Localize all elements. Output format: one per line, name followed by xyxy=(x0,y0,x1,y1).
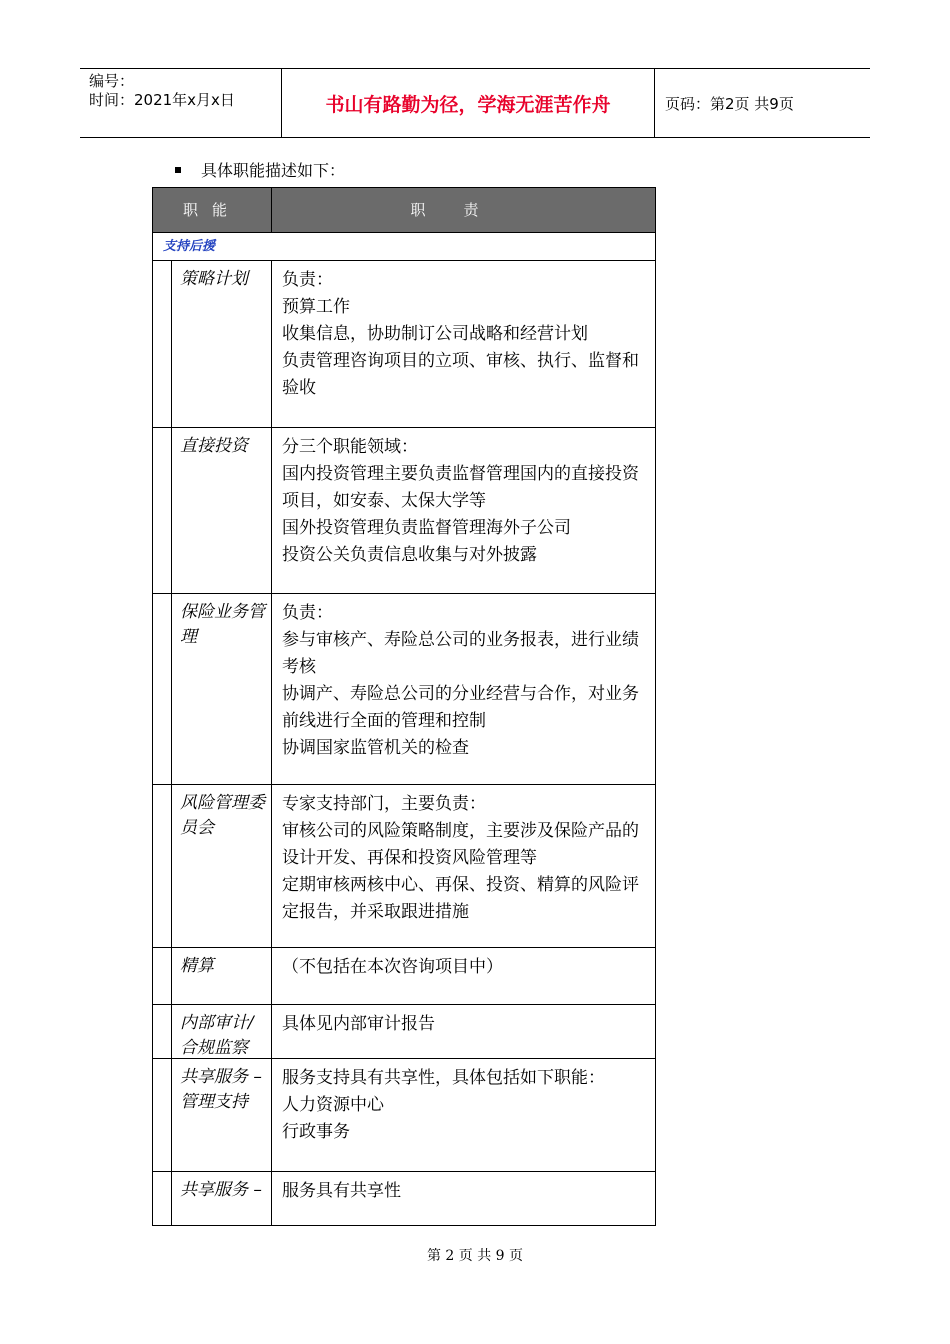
table-row xyxy=(152,1059,656,1172)
duty-line: 预算工作 xyxy=(282,297,350,317)
group-label: 支持后援 xyxy=(163,239,216,254)
function-cell xyxy=(172,785,272,947)
function-cell xyxy=(172,1005,272,1058)
group-row xyxy=(152,233,656,261)
table-row xyxy=(152,1172,656,1226)
page-footer: 第 2 页 共 9 页 xyxy=(426,1248,524,1264)
table-row xyxy=(152,948,656,1005)
duty-line: 收集信息，协助制订公司战略和经营计划 xyxy=(282,324,588,344)
duty-line: 审核公司的风险策略制度，主要涉及保险产品的设计开发、再保和投资风险管理等 xyxy=(282,821,639,868)
duty-line: 协调产、寿险总公司的分业经营与合作，对业务前线进行全面的管理和控制 xyxy=(282,684,639,731)
duty-line: 行政事务 xyxy=(282,1122,350,1142)
function-cell xyxy=(172,948,272,1004)
square-bullet-icon xyxy=(175,167,181,173)
duty-line: 负责： xyxy=(282,603,333,623)
header-motto: 书山有路勤为径，学海无涯苦作舟 xyxy=(325,94,611,116)
duty-line: 参与审核产、寿险总公司的业务报表，进行业绩考核 xyxy=(282,630,639,677)
duty-line: 定期审核两核中心、再保、投资、精算的风险评定报告，并采取跟进措施 xyxy=(282,875,639,922)
header-page-number: 页码：第2页 共9页 xyxy=(665,95,794,113)
document-header xyxy=(80,68,870,138)
function-cell xyxy=(172,594,272,784)
duty-cell xyxy=(272,594,655,784)
row-indent xyxy=(153,1172,172,1225)
header-meta-cell xyxy=(80,69,282,137)
row-indent xyxy=(153,785,172,947)
duty-line: 服务支持具有共享性，具体包括如下职能： xyxy=(282,1068,605,1088)
column-header-function: 职能 xyxy=(153,188,272,232)
header-page-cell xyxy=(655,69,870,137)
row-indent xyxy=(153,948,172,1004)
function-name: 精算 xyxy=(180,956,214,976)
function-name: 风险管理委员会 xyxy=(180,793,265,838)
duty-line: 国外投资管理负责监督管理海外子公司 xyxy=(282,518,571,538)
row-indent xyxy=(153,1005,172,1058)
document-time-label: 时间：2021年x月x日 xyxy=(89,91,235,109)
table-row xyxy=(152,428,656,594)
duty-line: （不包括在本次咨询项目中） xyxy=(282,957,503,977)
duty-line: 负责管理咨询项目的立项、审核、执行、监督和验收 xyxy=(282,351,639,398)
duty-line: 人力资源中心 xyxy=(282,1095,384,1115)
document-number-label: 编号： xyxy=(89,72,135,90)
table-row xyxy=(152,261,656,428)
duty-cell xyxy=(272,1059,655,1171)
function-name: 共享服务 – 管理支持 xyxy=(180,1067,262,1112)
function-name: 内部审计/合规监察 xyxy=(180,1013,254,1058)
function-name: 直接投资 xyxy=(180,436,248,456)
function-cell xyxy=(172,428,272,593)
duty-cell xyxy=(272,785,655,947)
duty-line: 投资公关负责信息收集与对外披露 xyxy=(282,545,537,565)
function-name: 共享服务 – xyxy=(180,1180,262,1200)
duty-cell xyxy=(272,261,655,427)
row-indent xyxy=(153,594,172,784)
duty-line: 专家支持部门，主要负责： xyxy=(282,794,486,814)
duty-line: 协调国家监管机关的检查 xyxy=(282,738,469,758)
duty-line: 具体见内部审计报告 xyxy=(282,1014,435,1034)
function-cell xyxy=(172,261,272,427)
column-header-duty: 职责 xyxy=(410,201,517,219)
duty-cell xyxy=(272,1172,655,1225)
duty-line: 分三个职能领域： xyxy=(282,437,418,457)
function-name: 策略计划 xyxy=(180,269,248,289)
table-row xyxy=(152,785,656,948)
section-heading xyxy=(175,160,345,182)
duty-line: 负责： xyxy=(282,270,333,290)
duty-cell xyxy=(272,948,655,1004)
table-header xyxy=(152,187,656,233)
section-title: 具体职能描述如下： xyxy=(201,161,346,180)
duty-cell xyxy=(272,428,655,593)
duty-cell xyxy=(272,1005,655,1058)
row-indent xyxy=(153,261,172,427)
function-cell xyxy=(172,1059,272,1171)
row-indent xyxy=(153,428,172,593)
duty-line: 国内投资管理主要负责监督管理国内的直接投资项目，如安泰、太保大学等 xyxy=(282,464,639,511)
header-motto-cell xyxy=(282,69,655,137)
function-cell xyxy=(172,1172,272,1225)
table-row xyxy=(152,594,656,785)
table-row xyxy=(152,1005,656,1059)
row-indent xyxy=(153,1059,172,1171)
function-name: 保险业务管理 xyxy=(180,602,265,647)
duty-line: 服务具有共享性 xyxy=(282,1181,401,1201)
